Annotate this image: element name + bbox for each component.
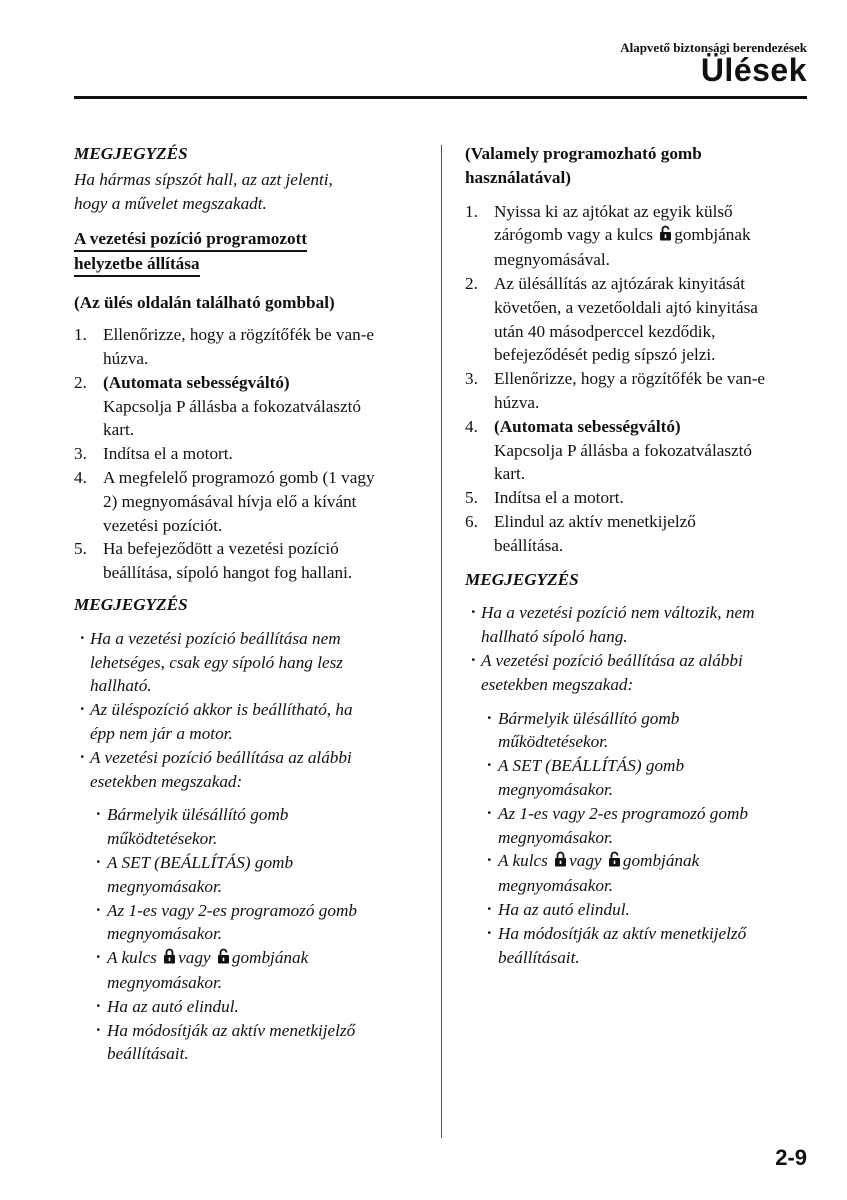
note-bullet-list	[465, 601, 810, 969]
note-bullet	[74, 698, 426, 746]
section-heading-line: A vezetési pozíció programozott	[74, 228, 307, 252]
step-item	[74, 466, 426, 537]
step-item	[465, 272, 810, 367]
step-line: húzva.	[494, 392, 540, 412]
note-line: · Ha a vezetési pozíció beállítása nem	[90, 628, 341, 648]
section-heading-line: helyzetbe állítása	[74, 253, 200, 277]
step-item	[74, 323, 426, 371]
note-line: működtetésekor.	[107, 829, 218, 849]
column-divider	[441, 145, 442, 1138]
note-sub-list	[90, 803, 426, 1066]
note-line: · Bármelyik ülésállító gomb	[498, 708, 680, 728]
step-item	[74, 537, 426, 585]
note-line: · A vezetési pozíció beállítása az alábbi	[90, 747, 352, 767]
note-text-part: gombjának	[231, 948, 309, 968]
note-bullet-list	[74, 627, 426, 1066]
subheading: (Az ülés oldalán található gombbal)	[74, 293, 335, 313]
step-line: Az ülésállítás az ajtózárak kinyitását	[494, 273, 746, 293]
note-line: · Az 1-es vagy 2-es programozó gomb	[107, 900, 357, 920]
note-line: megnyomásakor.	[107, 972, 223, 992]
step-line: Nyissa ki az ajtókat az egyik külső	[494, 201, 733, 221]
note-bullet	[465, 601, 810, 649]
step-line: A megfelelő programozó gomb (1 vagy	[103, 467, 375, 487]
step-line: befejeződését pedig sípszó jelzi.	[494, 345, 716, 365]
note-line: · A vezetési pozíció beállítása az alábbi	[481, 650, 743, 670]
note-sub-bullet	[90, 1019, 426, 1067]
step-line: húzva.	[103, 348, 149, 368]
lock-icon	[554, 850, 567, 874]
step-item	[465, 510, 810, 558]
step-line: Elindul az aktív menetkijelző	[494, 511, 696, 531]
note-sub-bullet	[481, 849, 810, 898]
step-line: kart.	[103, 420, 135, 440]
note-text-part: vagy	[569, 851, 602, 871]
step-item	[465, 486, 810, 510]
note-text-part: A kulcs	[498, 851, 548, 871]
unlock-icon	[608, 850, 621, 874]
step-item	[465, 415, 810, 486]
step-number: 5.	[74, 539, 87, 559]
step-text-part: zárógomb vagy a kulcs	[494, 225, 653, 245]
note-line	[498, 849, 810, 874]
note-line: · Ha módosítják az aktív menetkijelző	[498, 923, 747, 943]
note-line: · Bármelyik ülésállító gomb	[107, 805, 289, 825]
step-number: 6.	[465, 511, 478, 531]
note-sub-bullet	[481, 707, 810, 755]
note-line: megnyomásakor.	[498, 779, 614, 799]
steps-list	[465, 200, 810, 558]
step-line: megnyomásával.	[494, 250, 610, 270]
step-condition: (Automata sebességváltó)	[494, 416, 681, 436]
note-label: MEGJEGYZÉS	[74, 144, 188, 163]
note-line: működtetésekor.	[498, 732, 609, 752]
note-bullet	[465, 649, 810, 969]
unlock-icon	[217, 947, 230, 971]
note-text-part: vagy	[178, 948, 211, 968]
note-sub-bullet	[481, 754, 810, 802]
header-rule	[74, 96, 807, 99]
step-number: 4.	[465, 416, 478, 436]
note-line	[107, 946, 426, 971]
note-line: lehetséges, csak egy sípoló hang lesz	[90, 652, 343, 672]
step-number: 1.	[74, 325, 87, 345]
step-line: beállítása.	[494, 535, 564, 555]
step-text-part: gombjának	[674, 225, 751, 245]
step-line: Indítsa el a motort.	[494, 488, 624, 508]
note-line: megnyomásakor.	[498, 876, 614, 896]
step-line: 2) megnyomásával hívja elő a kívánt	[103, 491, 357, 511]
note-sub-bullet	[90, 946, 426, 995]
step-item	[74, 442, 426, 466]
right-column	[465, 142, 810, 969]
note-sub-bullet	[481, 922, 810, 970]
note-sub-bullet	[90, 995, 426, 1019]
step-line	[494, 223, 810, 248]
note-sub-bullet	[481, 802, 810, 850]
step-line: Kapcsolja P állásba a fokozatválasztó	[103, 396, 362, 416]
note-sub-bullet	[90, 803, 426, 851]
step-line: Indítsa el a motort.	[103, 444, 233, 464]
note-sub-bullet	[90, 851, 426, 899]
step-number: 1.	[465, 201, 478, 221]
note-line: · Ha módosítják az aktív menetkijelző	[107, 1020, 356, 1040]
step-item	[465, 200, 810, 272]
note-line: esetekben megszakad:	[481, 674, 634, 694]
note-sub-bullet	[481, 898, 810, 922]
page-title: Ülések	[700, 52, 807, 88]
note-line: megnyomásakor.	[107, 924, 223, 944]
note-line: beállításait.	[107, 1044, 189, 1064]
note-line: beállításait.	[498, 947, 580, 967]
step-item	[465, 367, 810, 415]
note-line: · Az 1-es vagy 2-es programozó gomb	[498, 803, 748, 823]
step-line: beállítása, sípoló hangot fog hallani.	[103, 563, 353, 583]
step-line: Kapcsolja P állásba a fokozatválasztó	[494, 440, 753, 460]
step-line: Ellenőrizze, hogy a rögzítőfék be van-e	[103, 325, 375, 345]
page-number: 2-9	[775, 1145, 807, 1170]
subheading	[465, 142, 810, 190]
note-line: · A SET (BEÁLLÍTÁS) gomb	[107, 852, 294, 872]
note-line: megnyomásakor.	[498, 827, 614, 847]
step-number: 2.	[74, 372, 87, 392]
step-item	[74, 371, 426, 442]
note-line: · Ha az autó elindul.	[498, 899, 630, 919]
note-line: megnyomásakor.	[107, 876, 223, 896]
note-sub-list	[481, 707, 810, 970]
step-line: kart.	[494, 464, 526, 484]
note-line: épp nem jár a motor.	[90, 723, 233, 743]
steps-list	[74, 323, 426, 585]
note-text-part: gombjának	[622, 851, 700, 871]
note-line: · A SET (BEÁLLÍTÁS) gomb	[498, 756, 685, 776]
note-line: hogy a művelet megszakadt.	[74, 193, 267, 213]
step-line: után 40 másodperccel kezdődik,	[494, 321, 716, 341]
note-line: hallható.	[90, 676, 152, 696]
lock-icon	[163, 947, 176, 971]
note-label: MEGJEGYZÉS	[74, 594, 188, 614]
note-line: Ha hármas sípszót hall, az azt jelenti,	[74, 169, 333, 189]
step-condition: (Automata sebességváltó)	[103, 372, 290, 392]
note-line: esetekben megszakad:	[90, 771, 243, 791]
step-line: Ellenőrizze, hogy a rögzítőfék be van-e	[494, 369, 766, 389]
step-line: vezetési pozíciót.	[103, 515, 223, 535]
step-number: 4.	[74, 467, 87, 487]
section-heading	[74, 227, 426, 277]
note-sub-bullet	[90, 899, 426, 947]
running-header-section: Alapvető biztonsági berendezések	[620, 40, 807, 55]
note-text-part: A kulcs	[107, 948, 157, 968]
step-line: Ha befejeződött a vezetési pozíció	[103, 539, 339, 559]
note-line: · Az üléspozíció akkor is beállítható, ha	[90, 700, 353, 720]
subheading-line: (Valamely programozható gomb	[465, 144, 702, 163]
left-column	[74, 142, 426, 1066]
note-line: · Ha az autó elindul.	[107, 996, 239, 1016]
note-block	[74, 142, 426, 215]
step-line: követően, a vezetőoldali ajtó kinyitása	[494, 297, 758, 317]
note-label: MEGJEGYZÉS	[465, 569, 579, 589]
note-bullet	[74, 746, 426, 1066]
step-number: 2.	[465, 273, 478, 293]
subheading-line: használatával)	[465, 167, 571, 187]
unlock-icon	[659, 224, 672, 248]
step-number: 3.	[74, 444, 87, 464]
note-bullet	[74, 627, 426, 698]
note-line: · Ha a vezetési pozíció nem változik, nem	[481, 603, 755, 623]
step-number: 5.	[465, 488, 478, 508]
note-line: hallható sípoló hang.	[481, 627, 628, 647]
step-number: 3.	[465, 369, 478, 389]
